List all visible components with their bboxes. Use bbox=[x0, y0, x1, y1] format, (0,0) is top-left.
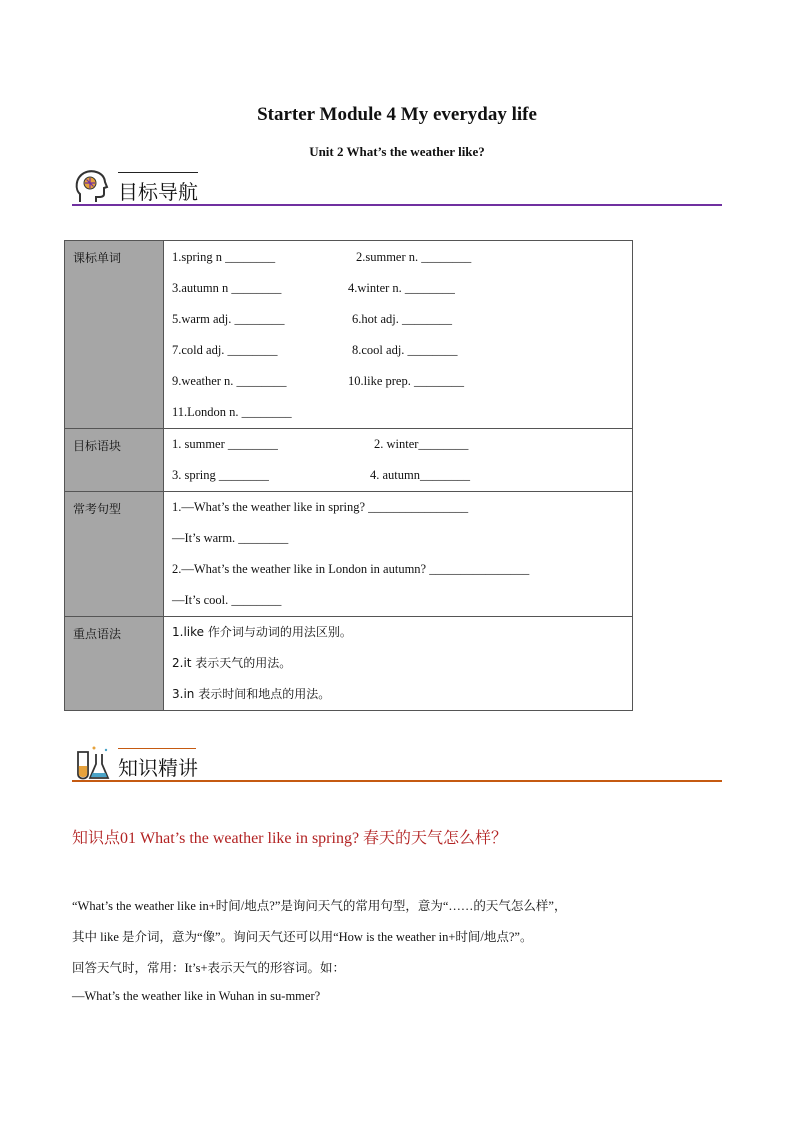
item-text: 4. autumn________ bbox=[370, 468, 470, 482]
row-content bbox=[164, 241, 633, 429]
item-text: 3. spring ________ bbox=[172, 468, 269, 482]
item-text: 2.summer n. ________ bbox=[356, 250, 472, 264]
item-text: 11.London n. ________ bbox=[172, 405, 292, 419]
row-content bbox=[164, 492, 633, 617]
section-label: 目标导航 bbox=[118, 180, 198, 204]
item-text: 2.it 表示天气的用法。 bbox=[172, 656, 292, 670]
head-brain-icon bbox=[72, 168, 112, 208]
objectives-table bbox=[64, 240, 633, 711]
item-text: 9.weather n. ________ bbox=[172, 374, 287, 388]
item-text: 7.cold adj. ________ bbox=[172, 343, 278, 357]
table-row bbox=[65, 241, 633, 429]
table-row bbox=[65, 617, 633, 711]
table-row bbox=[65, 429, 633, 492]
row-content bbox=[164, 617, 633, 711]
item-text: —It’s warm. ________ bbox=[172, 531, 289, 545]
lab-flask-icon bbox=[72, 744, 112, 784]
section-label: 知识精讲 bbox=[118, 756, 198, 780]
header-topline bbox=[118, 172, 198, 173]
row-category: 目标语块 bbox=[65, 429, 164, 492]
item-text: 10.like prep. ________ bbox=[348, 374, 464, 388]
item-text: 2.—What’s the weather like in London in autumn? ________________ bbox=[172, 562, 530, 576]
row-category: 课标单词 bbox=[65, 241, 164, 429]
row-category: 重点语法 bbox=[65, 617, 164, 711]
document-title: Starter Module 4 My everyday life bbox=[257, 104, 537, 125]
item-text: 6.hot adj. ________ bbox=[352, 312, 452, 326]
item-text: 3.in 表示时间和地点的用法。 bbox=[172, 687, 331, 701]
section-divider bbox=[72, 204, 722, 206]
item-text: 1.—What’s the weather like in spring? ________________ bbox=[172, 500, 469, 514]
item-text: 3.autumn n ________ bbox=[172, 281, 282, 295]
item-text: 4.winter n. ________ bbox=[348, 281, 455, 295]
paragraph-line: 回答天气时，常用：It’s+表示天气的形容词。如： bbox=[72, 961, 346, 975]
item-text: 1.spring n ________ bbox=[172, 250, 276, 264]
item-text: 1.like 作介词与动词的用法区别。 bbox=[172, 625, 352, 639]
knowledge-point-title: 知识点01 What’s the weather like in spring? 春天的天气怎么样？ bbox=[72, 830, 508, 847]
table-row bbox=[65, 492, 633, 617]
section-header-knowledge bbox=[72, 744, 722, 784]
header-topline bbox=[118, 748, 196, 749]
unit-subtitle: Unit 2 What’s the weather like? bbox=[309, 144, 485, 159]
item-text: 8.cool adj. ________ bbox=[352, 343, 458, 357]
row-category: 常考句型 bbox=[65, 492, 164, 617]
item-text: 1. summer ________ bbox=[172, 437, 278, 451]
paragraph-line: —What’s the weather like in Wuhan in su-mmer? bbox=[72, 989, 321, 1003]
item-text: 5.warm adj. ________ bbox=[172, 312, 285, 326]
section-divider bbox=[72, 780, 722, 782]
item-text: —It’s cool. ________ bbox=[172, 593, 282, 607]
row-content bbox=[164, 429, 633, 492]
section-header-objectives bbox=[72, 168, 722, 208]
paragraph-line: 其中 like 是介词，意为“像”。询问天气还可以用“How is the weather in+时间/地点?”。 bbox=[72, 930, 533, 944]
paragraph-line: “What’s the weather like in+时间/地点?”是询问天气的常用句型，意为“……的天气怎么样”， bbox=[72, 899, 567, 913]
item-text: 2. winter________ bbox=[374, 437, 469, 451]
